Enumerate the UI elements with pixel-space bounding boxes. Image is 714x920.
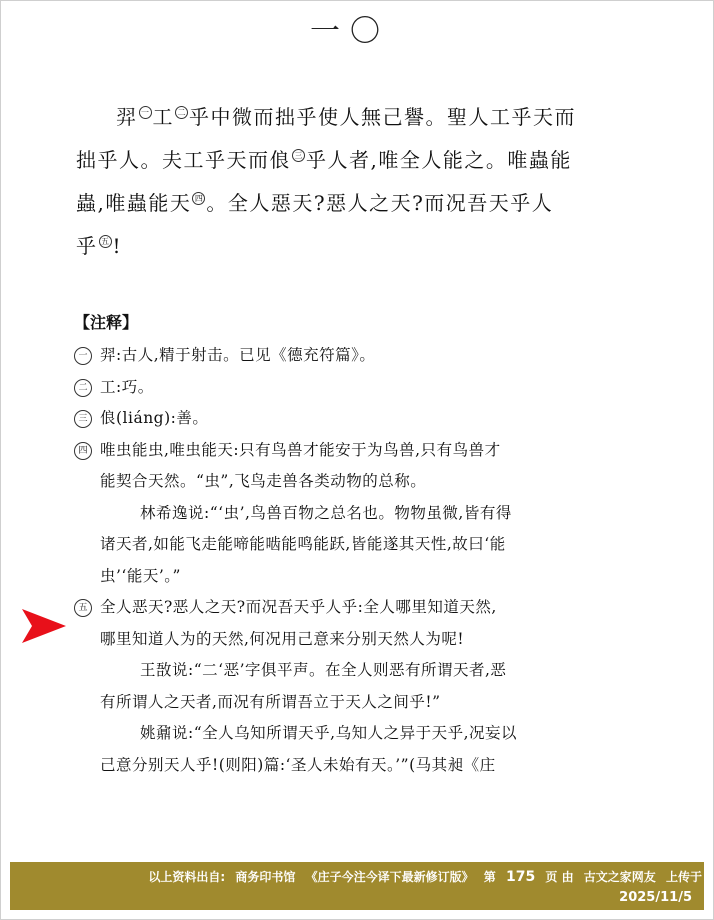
red-arrow-icon bbox=[22, 609, 66, 643]
note-ref-5: 五 bbox=[99, 235, 112, 248]
note-4: 四 唯虫能虫,唯虫能天:只有鸟兽才能安于为鸟兽,只有鸟兽才 能契合天然。“虫”,飞鸟走兽各类动物的总称。 bbox=[74, 435, 634, 498]
main-line-4: 乎 $^五$ ! bbox=[76, 234, 123, 258]
note-ref-3: 三 bbox=[292, 149, 305, 162]
footer-date: 2025/11/5 bbox=[619, 890, 692, 905]
quote-yao-nai: 姚鼐说:“全人乌知所谓天乎,乌知人之异于天乎,况妄以 己意分别天人乎!(则阳)篇:‘圣人未始有天。’”(马其昶《庄 bbox=[100, 724, 518, 774]
footer-publisher: 商务印书馆 bbox=[235, 870, 296, 884]
page-number: 一〇 bbox=[310, 14, 390, 49]
footer-uploader: 古文之家网友 bbox=[583, 870, 656, 884]
main-line-2: 拙乎人。夫工乎天而俍 $^三$ 乎人者,唯全人能之。唯蟲能 bbox=[76, 148, 572, 172]
source-footer bbox=[10, 862, 704, 910]
notes-heading: 【注释】 bbox=[74, 313, 139, 332]
note-5: 五 全人恶天?恶人之天?而况吾天乎人乎:全人哪里知道天然, 哪里知道人为的天然,何况用己意来分别天然人为呢! bbox=[74, 592, 634, 655]
quote-lin-xiyi: 林希逸说:“‘虫’,鸟兽百物之总名也。物物虽微,皆有得 诸天者,如能飞走能啼能啮能鸣能跃,皆能遂其天性,故曰‘能 虫’‘能天’。” bbox=[100, 503, 512, 585]
footer-source-line: 以上资料出自: 商务印书馆 《庄子今注今译下最新修订版》 第 175 页 由 古文之家网友 上传于 bbox=[148, 869, 702, 885]
quote-wang-yu: 王敔说:“二‘恶’字俱平声。在全人则恶有所谓天者,恶 有所谓人之天者,而况有所谓吾立于天人之间乎!” bbox=[100, 661, 507, 711]
note-marker: 五 bbox=[74, 599, 92, 617]
note-ref-4: 四 bbox=[192, 192, 205, 205]
note-marker: 一 bbox=[74, 347, 92, 365]
main-line-1: 羿 $^一$ 工 $^二$ 乎中微而拙乎使人無己譽。聖人工乎天而 bbox=[116, 105, 576, 129]
note-marker: 三 bbox=[74, 410, 92, 428]
main-line-3: 蟲,唯蟲能天 $^四$ 。全人惡天?惡人之天?而况吾天乎人 bbox=[76, 191, 554, 215]
note-1: 一 羿:古人,精于射击。已见《德充符篇》。 bbox=[74, 340, 634, 372]
note-ref-2: 二 bbox=[175, 106, 188, 119]
note-2: 二 工:巧。 bbox=[74, 372, 634, 404]
footer-page: 175 bbox=[505, 869, 536, 885]
notes-section bbox=[74, 340, 634, 781]
note-marker: 四 bbox=[74, 442, 92, 460]
note-ref-1: 一 bbox=[139, 106, 152, 119]
note-marker: 二 bbox=[74, 379, 92, 397]
main-text bbox=[76, 96, 636, 268]
footer-book-title: 《庄子今注今译下最新修订版》 bbox=[305, 870, 474, 884]
note-3: 三 俍(liáng):善。 bbox=[74, 403, 634, 435]
